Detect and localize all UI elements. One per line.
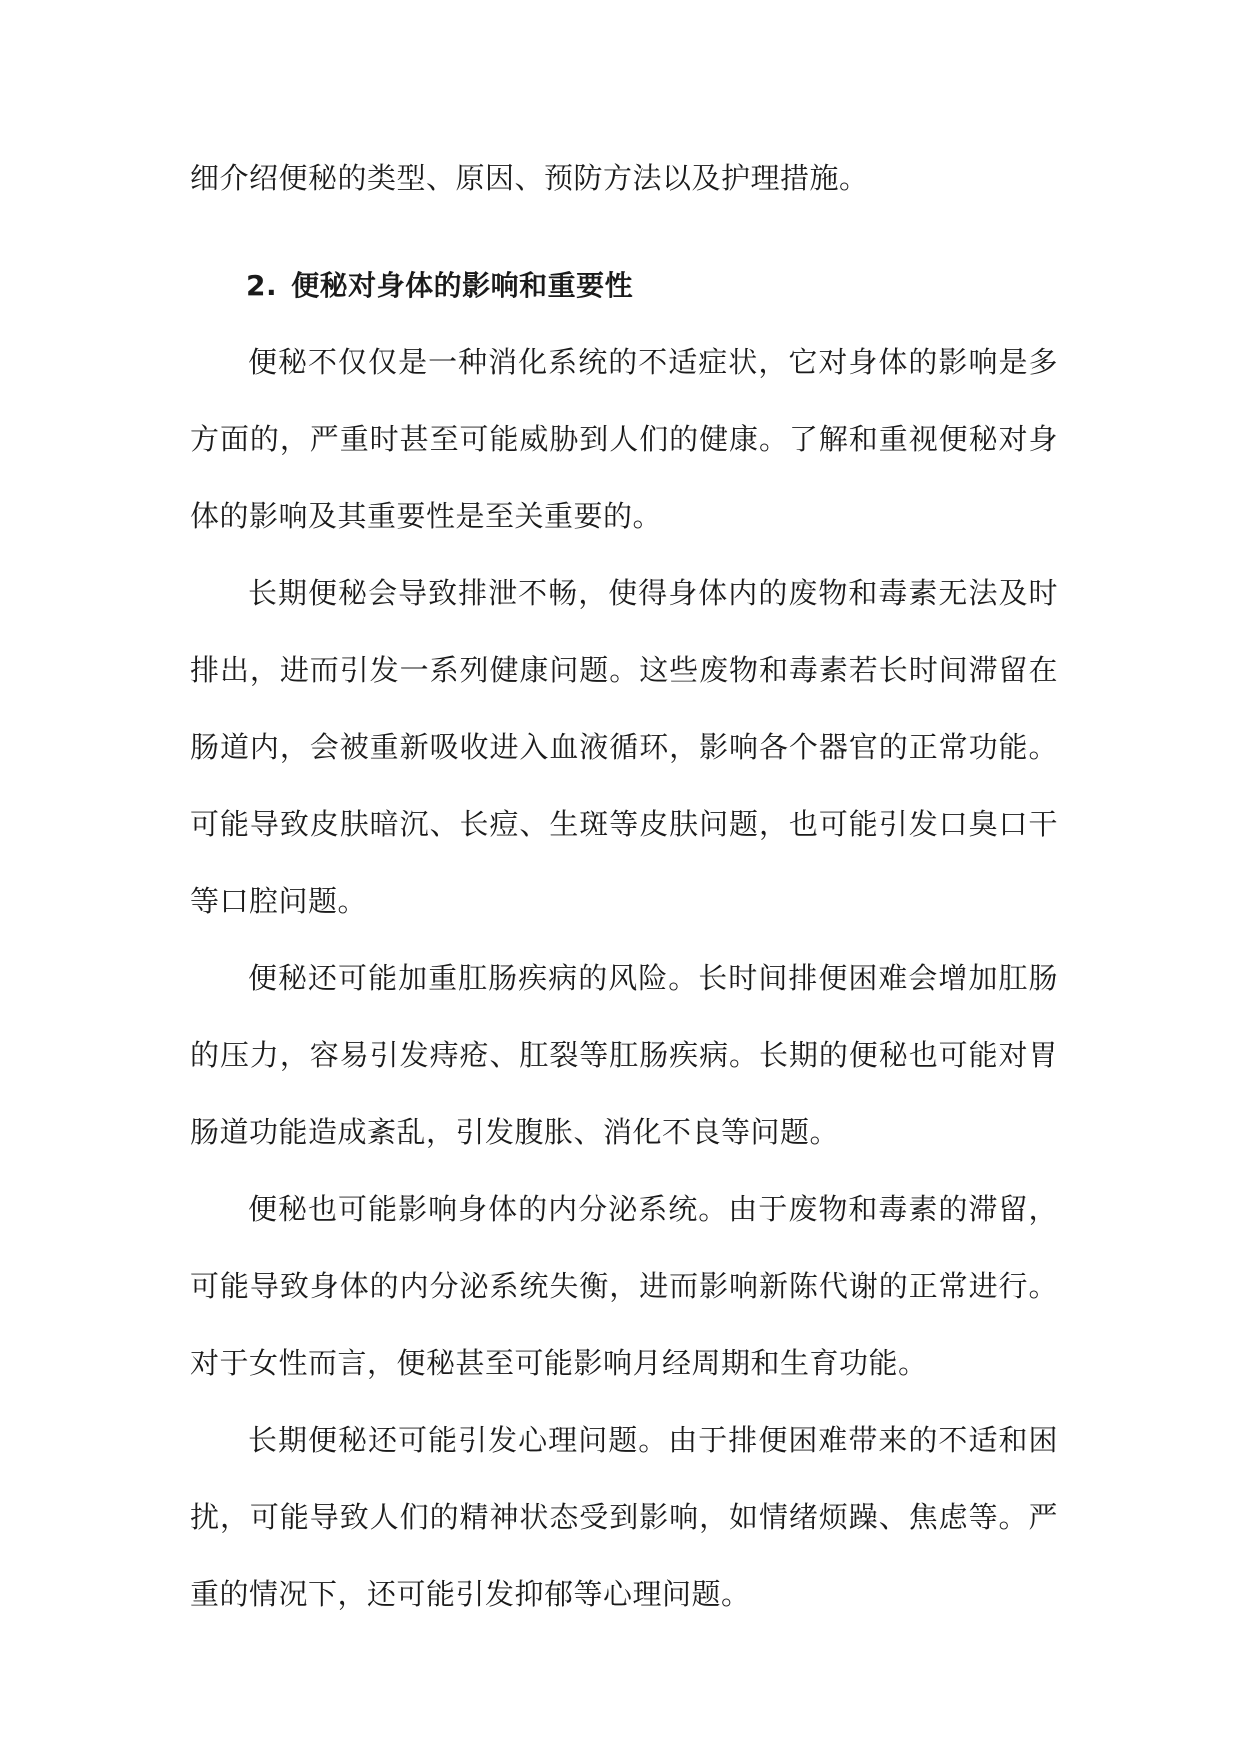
- document-page: [190, 140, 1058, 1633]
- section-number: 2.: [246, 269, 278, 302]
- paragraph-1: 便秘不仅仅是一种消化系统的不适症状，它对身体的影响是多方面的，严重时甚至可能威胁到人们的健康。了解和重视便秘对身体的影响及其重要性是至关重要的。: [190, 345, 1058, 533]
- section-heading: [190, 247, 1058, 324]
- paragraph-2: 长期便秘会导致排泄不畅，使得身体内的废物和毒素无法及时排出，进而引发一系列健康问题。这些废物和毒素若长时间滞留在肠道内，会被重新吸收进入血液循环，影响各个器官的正常功能。可能导致皮肤暗沉、长痘、生斑等皮肤问题，也可能引发口臭口干等口腔问题。: [190, 576, 1058, 918]
- lead-paragraph-fragment: 细介绍便秘的类型、原因、预防方法以及护理措施。: [190, 161, 869, 195]
- section-title: 便秘对身体的影响和重要性: [291, 269, 634, 302]
- paragraph-3: 便秘还可能加重肛肠疾病的风险。长时间排便困难会增加肛肠的压力，容易引发痔疮、肛裂等肛肠疾病。长期的便秘也可能对胃肠道功能造成紊乱，引发腹胀、消化不良等问题。: [190, 961, 1058, 1149]
- paragraph-4: 便秘也可能影响身体的内分泌系统。由于废物和毒素的滞留，可能导致身体的内分泌系统失衡，进而影响新陈代谢的正常进行。对于女性而言，便秘甚至可能影响月经周期和生育功能。: [190, 1192, 1058, 1380]
- paragraph-5: 长期便秘还可能引发心理问题。由于排便困难带来的不适和困扰，可能导致人们的精神状态受到影响，如情绪烦躁、焦虑等。严重的情况下，还可能引发抑郁等心理问题。: [190, 1423, 1058, 1611]
